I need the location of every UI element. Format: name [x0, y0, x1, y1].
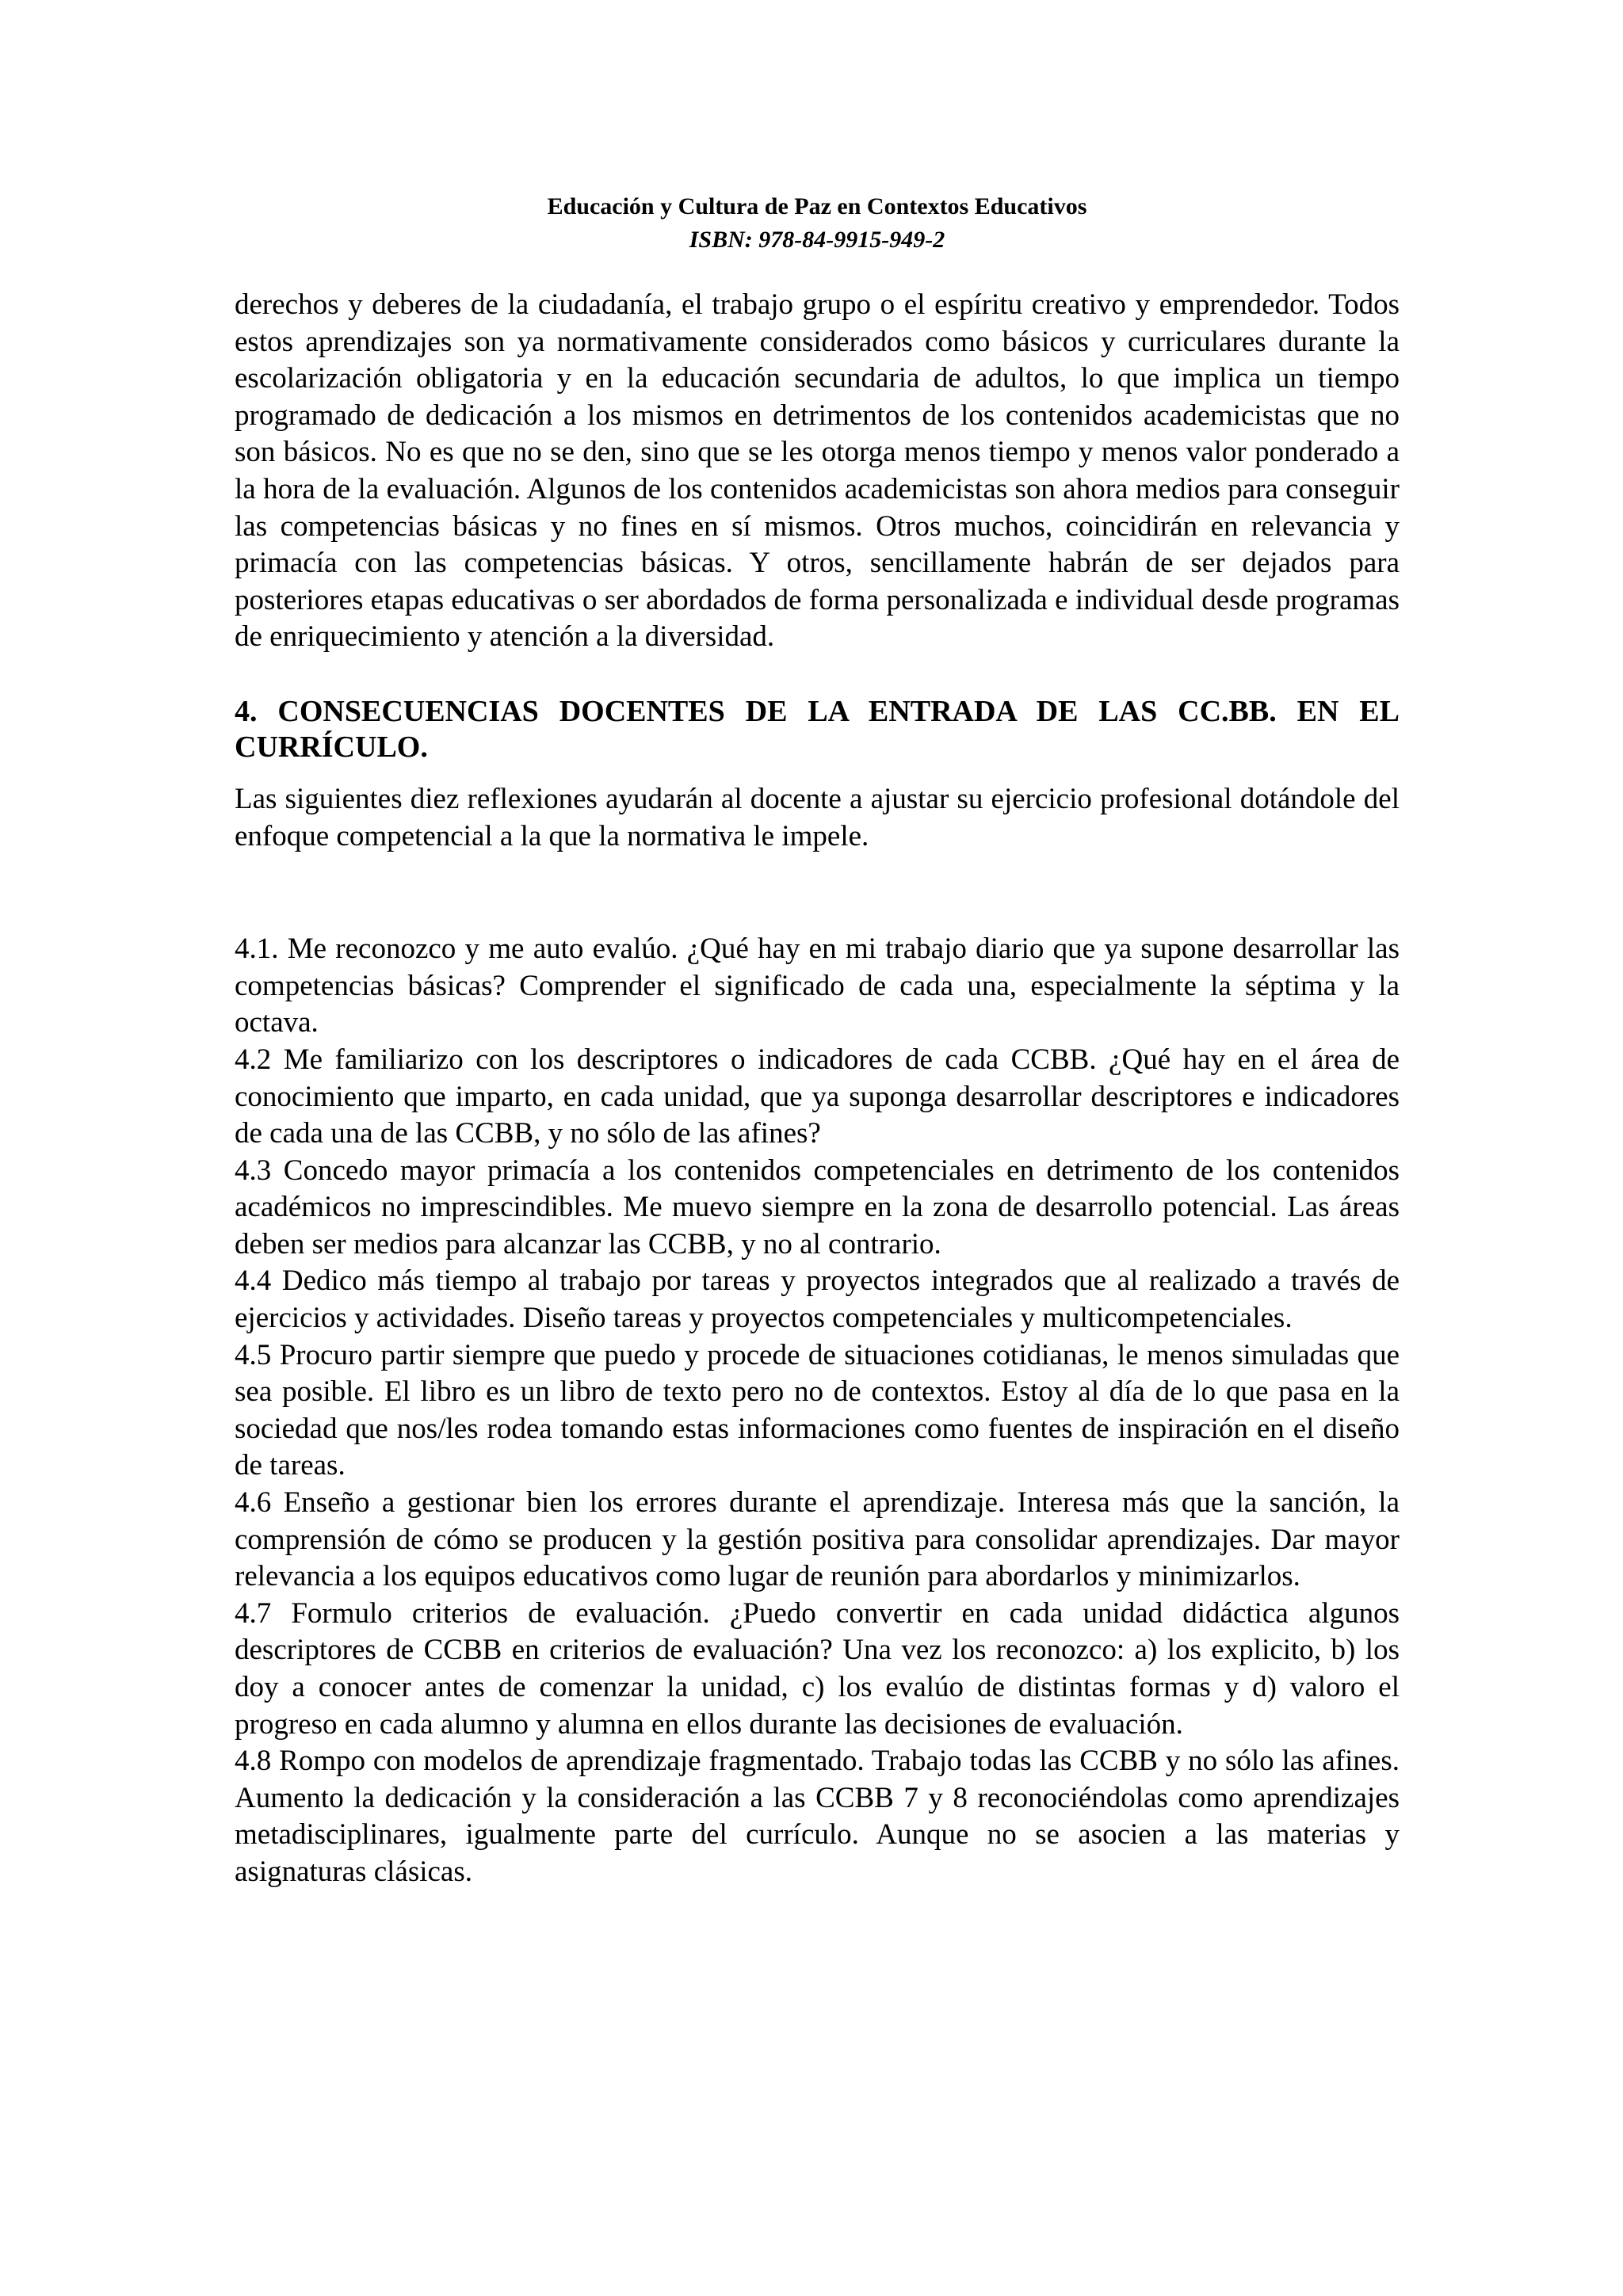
document-page	[235, 190, 1400, 1891]
list-item: 4.3 Concedo mayor primacía a los contenidos competenciales en detrimento de los contenidos académicos no imprescindibles. Me muevo siempre en la zona de desarrollo potencial. Las áreas deben ser medios para alcanzar las CCBB, y no al contrario.	[235, 1154, 1400, 1261]
header-isbn: ISBN: 978-84-9915-949-2	[689, 227, 945, 253]
list-item: 4.1. Me reconozco y me auto evalúo. ¿Qué hay en mi trabajo diario que ya supone desarrollar las competencias básicas? Comprender el significado de cada una, especialmente la séptima y la octava.	[235, 933, 1400, 1039]
section-intro: Las siguientes diez reflexiones ayudarán al docente a ajustar su ejercicio profesional dotándole del enfoque competencial a la que la normativa le impele.	[235, 782, 1400, 852]
list-item: 4.8 Rompo con modelos de aprendizaje fragmentado. Trabajo todas las CCBB y no sólo las afines. Aumento la dedicación y la consideración a las CCBB 7 y 8 reconociéndolas como aprendizajes metadisciplinares, igualmente parte del currículo. Aunque no se asocien a las materias y asignaturas clásicas.	[235, 1745, 1400, 1888]
header-title: Educación y Cultura de Paz en Contextos Educativos	[547, 193, 1087, 219]
list-item: 4.6 Enseño a gestionar bien los errores durante el aprendizaje. Interesa más que la sanción, la comprensión de cómo se producen y la gestión positiva para consolidar aprendizajes. Dar mayor relevancia a los equipos educativos como lugar de reunión para abordarlos y minimizarlos.	[235, 1486, 1400, 1593]
reflection-list	[235, 931, 1400, 1890]
list-item: 4.5 Procuro partir siempre que puedo y procede de situaciones cotidianas, le menos simuladas que sea posible. El libro es un libro de texto pero no de contextos. Estoy al día de lo que pasa en la sociedad que nos/les rodea tomando estas informaciones como fuentes de inspiración en el diseño de tareas.	[235, 1338, 1400, 1482]
list-item: 4.7 Formulo criterios de evaluación. ¿Puedo convertir en cada unidad didáctica algunos descriptores de CCBB en criterios de evaluación? Una vez los reconozco: a) los explicito, b) los doy a conocer antes de comenzar la unidad, c) los evalúo de distintas formas y d) valoro el progreso en cada alumno y alumna en ellos durante las decisiones de evaluación.	[235, 1596, 1400, 1741]
running-header	[235, 190, 1400, 257]
list-item: 4.2 Me familiarizo con los descriptores o indicadores de cada CCBB. ¿Qué hay en el área de conocimiento que imparto, en cada unidad, que ya suponga desarrollar descriptores e indicadores de cada una de las CCBB, y no sólo de las afines?	[235, 1043, 1400, 1150]
section-heading: 4. CONSECUENCIAS DOCENTES DE LA ENTRADA DE LAS CC.BB. EN EL CURRÍCULO.	[235, 694, 1400, 764]
list-item: 4.4 Dedico más tiempo al trabajo por tareas y proyectos integrados que al realizado a través de ejercicios y actividades. Diseño tareas y proyectos competenciales y multicompetenciales.	[235, 1264, 1400, 1335]
body-paragraph: derechos y deberes de la ciudadanía, el trabajo grupo o el espíritu creativo y emprendedor. Todos estos aprendizajes son ya normativamente considerados como básicos y curriculares durante la escolarización obligatoria y en la educación secundaria de adultos, lo que implica un tiempo programado de dedicación a los mismos en detrimentos de los contenidos academicistas que no son básicos. No es que no se den, sino que se les otorga menos tiempo y menos valor ponderado a la hora de la evaluación. Algunos de los contenidos academicistas son ahora medios para conseguir las competencias básicas y no fines en sí mismos. Otros muchos, coincidirán en relevancia y primacía con las competencias básicas. Y otros, sencillamente habrán de ser dejados para posteriores etapas educativas o ser abordados de forma personalizada e individual desde programas de enriquecimiento y atención a la diversidad.	[235, 288, 1400, 654]
